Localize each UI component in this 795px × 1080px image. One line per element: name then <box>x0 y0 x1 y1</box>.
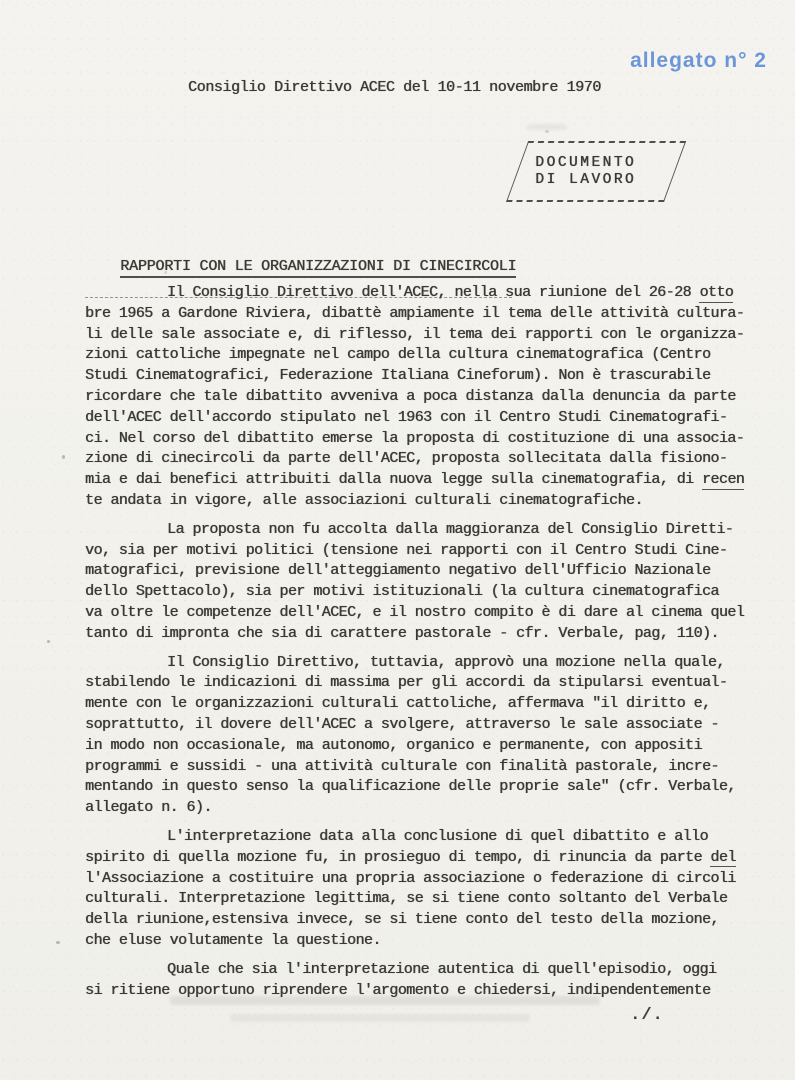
underlined-syllable: del <box>710 848 736 866</box>
text-line: dello Spettacolo), sia per motivi istituzionali (la cultura cinematografica <box>85 583 719 601</box>
text-line: tanto di impronta che sia di carattere pastorale - cfr. Verbale, pag, 110). <box>85 624 719 642</box>
scan-speck <box>62 455 65 459</box>
text-line: culturali. Interpretazione legittima, se si tiene conto soltanto del Verbale <box>85 890 728 908</box>
underlined-syllable: recen <box>701 471 745 489</box>
section-heading-text: RAPPORTI CON LE ORGANIZZAZIONI DI CINECIRCOLI <box>120 258 516 278</box>
text-line: l'Associazione a costituire una propria associazione o federazione di circoli <box>85 869 736 887</box>
text-line: programmi e sussidi - una attività culturale con finalità pastorale, incre- <box>85 757 719 775</box>
text-line: matografici, previsione dell'atteggiamento negativo dell'Ufficio Nazionale <box>85 562 711 580</box>
continuation-mark: ./. <box>630 1006 664 1025</box>
text-line: mia e dai benefici attribuiti dalla nuova legge sulla cinematografia, di recen <box>85 471 745 489</box>
text-line: Quale che sia l'interpretazione autentica di quell'episodio, oggi <box>167 960 717 978</box>
text-line: si ritiene opportuno riprendere l'argomento e chiedersi, indipendentemente <box>85 981 711 999</box>
paragraph <box>85 827 763 952</box>
text-line: ricordare che tale dibattito avveniva a poca distanza dalla denuncia da parte <box>85 387 736 405</box>
text-line: bre 1965 a Gardone Riviera, dibattè ampiamente il tema delle attività cultura- <box>85 304 745 322</box>
text-line: La proposta non fu accolta dalla maggioranza del Consiglio Diretti- <box>167 520 734 538</box>
annotation-label: allegato n° 2 <box>630 49 767 72</box>
text-line: della riunione,estensiva invece, se si tiene conto del testo della mozione, <box>85 911 719 929</box>
text-line: dell'ACEC dell'accordo stipulato nel 1963 con il Centro Studi Cinematografi- <box>85 408 728 426</box>
text-line: stabilendo le indicazioni di massima per gli accordi da stipularsi eventual- <box>85 674 728 692</box>
bleed-through-smudge <box>230 1014 530 1022</box>
scan-speck <box>56 941 60 944</box>
document-title: Consiglio Direttivo ACEC del 10-11 novembre 1970 <box>188 79 601 96</box>
text-line: ci. Nel corso del dibattito emerse la proposta di costituzione di una associa- <box>85 429 745 447</box>
document-body <box>85 283 763 1009</box>
text-line: zioni cattoliche impegnate nel campo della cultura cinematografica (Centro <box>85 346 711 364</box>
bleed-through-smudge <box>170 996 600 1005</box>
text-line: Studi Cinematografici, Federazione Italiana Cineforum). Non è trascurabile <box>85 367 711 385</box>
text-line: spirito di quella mozione fu, in prosieguo di tempo, di rinuncia da parte del <box>85 848 736 866</box>
text-line: mente con le organizzazioni culturali cattoliche, affermava "il diritto e, <box>85 695 711 713</box>
text-line: L'interpretazione data alla conclusione di quel dibattito e allo <box>167 827 708 845</box>
paragraph <box>85 653 763 819</box>
text-line: vo, sia per motivi politici (tensione nei rapporti con il Centro Studi Cine- <box>85 541 728 559</box>
stamp-line-1: DOCUMENTO <box>535 155 637 171</box>
text-line: te andata in vigore, alle associazioni culturali cinematografiche. <box>85 491 643 509</box>
text-line: li delle sale associate e, di riflesso, il tema dei rapporti con le organizza- <box>85 325 745 343</box>
scan-speck <box>164 271 167 274</box>
text-line: Il Consiglio Direttivo, tuttavia, approvò una mozione nella quale, <box>167 653 725 671</box>
text-line: zione di cinecircoli da parte dell'ACEC, proposta sollecitata dalla fisiono- <box>85 450 728 468</box>
text-line: va oltre le competenze dell'ACEC, e il nostro compito è di dare al cinema quel <box>85 603 745 621</box>
text-line: Il Consiglio Direttivo dell'ACEC, nella sua riunione del 26-28 otto <box>167 284 734 301</box>
text-line: soprattutto, il dovere dell'ACEC a svolgere, attraverso le sale associate - <box>85 715 719 733</box>
paragraph <box>85 520 763 645</box>
scan-speck <box>545 130 549 133</box>
text-line: che eluse volutamente la questione. <box>85 931 381 949</box>
work-document-stamp <box>506 141 686 202</box>
stamp-text <box>508 143 664 200</box>
scan-speck <box>47 640 50 643</box>
stamp-line-2: DI LAVORO <box>535 172 637 188</box>
underlined-syllable: otto <box>699 284 734 301</box>
text-line: mentando in questo senso la qualificazione delle proprie sale" (cfr. Verbale, <box>85 778 736 796</box>
text-line: in modo non occasionale, ma autonomo, organico e permanente, con appositi <box>85 736 702 754</box>
paragraph <box>85 283 763 512</box>
text-line: allegato n. 6). <box>85 799 212 817</box>
